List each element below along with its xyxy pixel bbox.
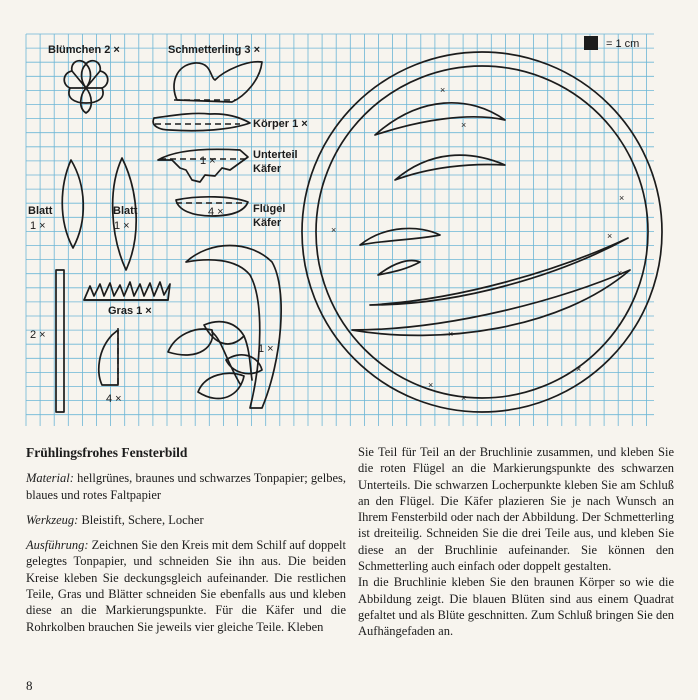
article-right-column xyxy=(358,444,674,649)
count-beetle-base: 1 × xyxy=(200,155,216,167)
right-paragraph-2: In die Bruchlinie kleben Sie den braunen Körper so wie die Abbildung zeigt. Die blauen Blüten sind aus einem Quadrat gefaltet und als Blüte geschnitten. Zum Schluß bringen Sie den Aufhängefaden an. xyxy=(358,575,674,639)
label-bluemchen: Blümchen 2 × xyxy=(48,44,120,56)
label-kaefer-1: Käfer xyxy=(253,163,282,175)
count-beetle-wing: 4 × xyxy=(208,206,224,218)
label-blatt-1: Blatt xyxy=(28,205,53,217)
svg-text:×: × xyxy=(617,268,623,278)
label-kaefer-2: Käfer xyxy=(253,217,282,229)
reed-stick-shape xyxy=(56,270,64,412)
ausfuehrung-paragraph xyxy=(26,537,346,635)
werkzeug-text: Bleistift, Schere, Locher xyxy=(78,512,204,527)
article-left-column xyxy=(26,445,346,644)
svg-text:×: × xyxy=(331,225,337,235)
scale-square xyxy=(584,36,598,50)
ausfuehrung-label: Ausführung: xyxy=(26,538,89,553)
flower-shape xyxy=(64,61,108,113)
svg-text:×: × xyxy=(428,380,434,390)
reed-leaves-shape xyxy=(168,246,281,409)
page-number: 8 xyxy=(26,678,33,693)
label-fluegel: Flügel xyxy=(253,203,286,215)
scale-legend: = 1 cm xyxy=(606,38,640,50)
count-blatt-2: 1 × xyxy=(114,220,130,232)
count-reed-head: 4 × xyxy=(106,393,122,405)
article-title: Frühlingsfrohes Fensterbild xyxy=(26,445,188,460)
count-reed-leaves: 1 × xyxy=(258,343,274,355)
material-label: Material: xyxy=(26,471,74,486)
count-stick: 2 × xyxy=(30,329,46,341)
right-paragraph-1: Sie Teil für Teil an der Bruchlinie zusammen, und kleben Sie die roten Flügel an die Markierungspunkte des schwarzen Unterteils. Die schwarzen Locherpunkte kleben Sie am Schluß an den Flügel. Die Käfer plazieren Sie je nach Wunsch an Ihrem Fensterbild oder nach der Abbildung. Der Schmetterling ist dreiteilig. Schneiden Sie die drei Teile aus, und kleben Sie diese an der Bruchlinie aufeinander. Sie können den Schmetterling auch einfach oder doppelt gestalten. xyxy=(358,445,674,574)
svg-text:×: × xyxy=(448,329,454,339)
werkzeug-label: Werkzeug: xyxy=(26,512,79,527)
label-gras: Gras 1 × xyxy=(108,305,152,317)
butterfly-body-shape xyxy=(153,113,250,130)
svg-text:×: × xyxy=(576,364,582,374)
svg-text:×: × xyxy=(607,231,613,241)
material-text: hellgrünes, braunes und schwarzes Tonpapier; gelbes, blaues und rotes Faltpapier xyxy=(26,471,346,502)
material-paragraph xyxy=(26,470,346,503)
svg-text:×: × xyxy=(461,120,467,130)
svg-text:×: × xyxy=(461,393,467,403)
werkzeug-paragraph xyxy=(26,512,346,528)
label-koerper: Körper 1 × xyxy=(253,118,308,130)
svg-text:×: × xyxy=(440,85,446,95)
count-blatt-1: 1 × xyxy=(30,220,46,232)
label-blatt-2: Blatt xyxy=(113,205,138,217)
svg-text:×: × xyxy=(619,193,625,203)
label-schmetterling: Schmetterling 3 × xyxy=(168,44,261,56)
label-unterteil: Unterteil xyxy=(253,149,298,161)
butterfly-shape xyxy=(174,62,262,102)
leaf-1-shape xyxy=(62,160,83,248)
ausfuehrung-text: Zeichnen Sie den Kreis mit dem Schilf auf doppelt gelegtes Tonpapier, und schneiden Sie ihn aus. Die beiden Kreise kleben Sie deckungsgleich aufeinander. Die restlichen Teile, Gras und Blätter schneiden Sie ebenfalls aus und kleben diese an die Markierungspunkte. Für die Käfer und die Rohrkolben brauchen Sie jeweils vier gleiche Teile. Kleben xyxy=(26,538,346,634)
